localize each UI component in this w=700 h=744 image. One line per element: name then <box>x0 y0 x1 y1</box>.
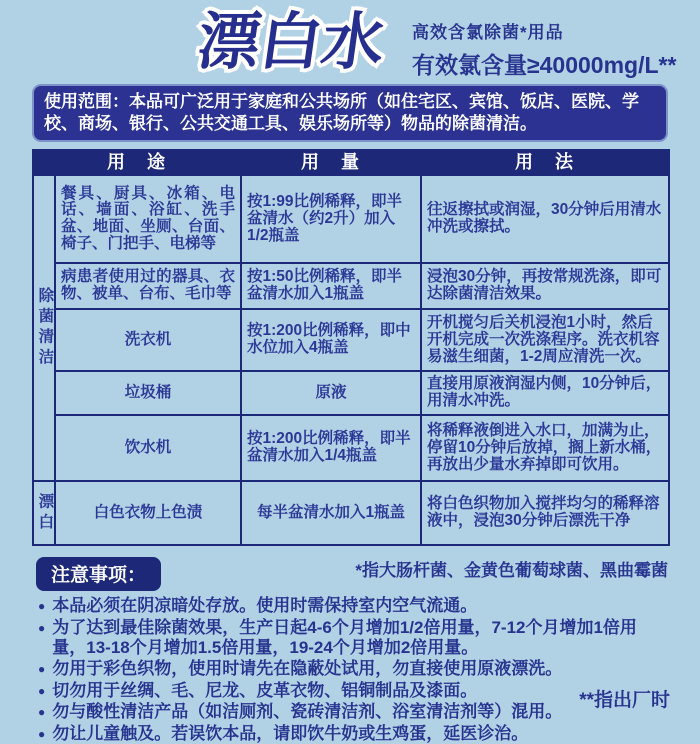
bacteria-footnote: *指大肠杆菌、金黄色葡萄球菌、黑曲霉菌 <box>355 561 668 581</box>
cell-amount: 每半盆清水加入1瓶盖 <box>241 481 421 545</box>
cell-method: 浸泡30分钟，再按常规洗涤，即可达除菌清洁效果。 <box>421 263 669 309</box>
precaution-item <box>38 724 668 744</box>
bullet-icon: ● <box>38 599 46 614</box>
table-row <box>33 175 669 263</box>
col-header-amount: 用 量 <box>241 150 421 175</box>
precaution-item <box>38 702 668 722</box>
precaution-text: 切勿用于丝绸、毛、尼龙、皮革衣物、铝铜制品及漆面。 <box>52 680 478 700</box>
precaution-item <box>38 659 668 679</box>
table-row <box>33 309 669 371</box>
factory-footnote: **指出厂时 <box>579 690 670 711</box>
bullet-icon: ● <box>38 705 46 720</box>
precaution-item <box>38 681 668 701</box>
table-row <box>33 371 669 415</box>
precaution-item <box>38 618 668 659</box>
cell-use: 病患者使用过的器具、衣物、被单、台布、毛巾等 <box>55 263 241 309</box>
product-subtitle: 高效含氯除菌*用品 <box>412 23 564 42</box>
cell-use: 白色衣物上色渍 <box>55 481 241 545</box>
cell-amount: 原液 <box>241 371 421 415</box>
usage-table <box>32 149 670 546</box>
precautions-label: 注意事项： <box>36 557 161 591</box>
cell-method: 直接用原液润湿内侧，10分钟后，用清水冲洗。 <box>421 371 669 415</box>
precaution-text: 本品必须在阴凉暗处存放。使用时需保持室内空气流通。 <box>52 596 478 616</box>
category-disinfect-clean: 除菌清洁 <box>33 175 55 481</box>
cell-amount: 按1:200比例稀释，即半盆清水加入1/4瓶盖 <box>241 415 421 481</box>
cell-amount: 按1:200比例稀释，即中水位加入4瓶盖 <box>241 309 421 371</box>
label-header <box>0 0 700 80</box>
cell-method: 往返擦拭或润湿，30分钟后用清水冲洗或擦拭。 <box>421 175 669 263</box>
table-row <box>33 481 669 545</box>
precaution-text: 为了达到最佳除菌效果，生产日起4-6个月增加1/2倍用量，7-12个月增加1倍用量，13-18个月增加1.5倍用量，19-24个月增加2倍用量。 <box>52 617 637 657</box>
precaution-item <box>38 596 668 616</box>
cell-method: 将白色织物加入搅拌均匀的稀释溶液中，浸泡30分钟后漂洗干净 <box>421 481 669 545</box>
col-header-use: 用 途 <box>33 150 241 175</box>
usage-scope-box: 使用范围：本品可广泛用于家庭和公共场所（如住宅区、宾馆、饭店、医院、学校、商场、银行、公共交通工具、娱乐场所等）物品的除菌清洁。 <box>32 84 668 142</box>
cell-amount: 按1:50比例稀释，即半盆清水加入1瓶盖 <box>241 263 421 309</box>
notes-header-band <box>36 554 668 591</box>
bullet-icon: ● <box>38 620 46 635</box>
col-header-method: 用 法 <box>421 150 669 175</box>
header-right-block <box>412 10 676 80</box>
precautions-list <box>38 596 668 744</box>
table-row <box>33 263 669 309</box>
table-row <box>33 415 669 481</box>
cell-amount: 按1:99比例稀释，即半盆清水（约2升）加入1/2瓶盖 <box>241 175 421 263</box>
precaution-text: 勿用于彩色织物，使用时请先在隐蔽处试用，勿直接使用原液漂洗。 <box>52 659 563 679</box>
bullet-icon: ● <box>38 726 46 741</box>
bullet-icon: ● <box>38 683 46 698</box>
cell-method: 开机搅匀后关机浸泡1小时，然后开机完成一次洗涤程序。洗衣机容易滋生细菌，1-2周应清洗一次。 <box>421 309 669 371</box>
precaution-text: 勿让儿童触及。若误饮本品，请即饮牛奶或生鸡蛋，延医诊治。 <box>52 723 529 743</box>
category-bleach: 漂白 <box>33 481 55 545</box>
bullet-icon: ● <box>38 662 46 677</box>
cell-use: 洗衣机 <box>55 309 241 371</box>
cell-use: 餐具、厨具、冰箱、电话、墙面、浴缸、洗手盆、地面、坐厕、台面、椅子、门把手、电梯等 <box>55 175 241 263</box>
product-title: 漂白水 <box>193 8 389 77</box>
precaution-text: 勿与酸性清洁产品（如洁厕剂、瓷砖清洁剂、浴室清洁剂等）混用。 <box>52 702 563 722</box>
cell-use: 垃圾桶 <box>55 371 241 415</box>
cell-method: 将稀释液倒进入水口，加满为止，停留10分钟后放掉，搁上新水桶，再放出少量水弃掉即可饮用。 <box>421 415 669 481</box>
cell-use: 饮水机 <box>55 415 241 481</box>
chlorine-content: 有效氯含量≥40000mg/L** <box>412 52 677 78</box>
table-header-row <box>33 150 669 175</box>
